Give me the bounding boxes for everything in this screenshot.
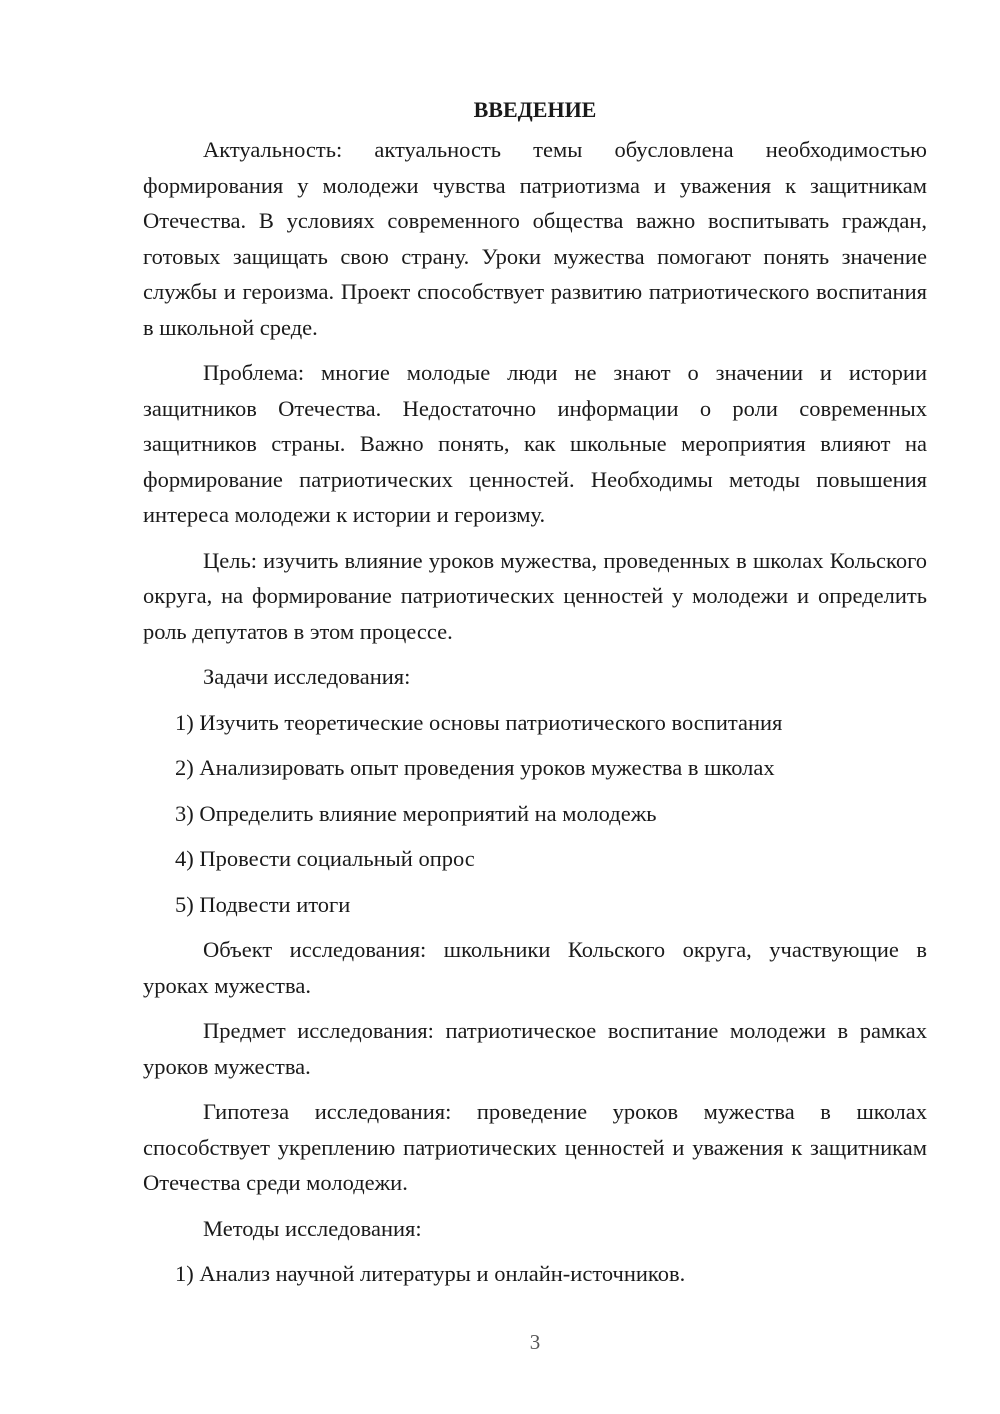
paragraph-relevance: Актуальность: актуальность темы обусловлена необходимостью формирования у молодежи чувства патриотизма и уважения к защитникам Отечества. В условиях современного общества важно воспитывать граждан, готовых защищать свою страну. Уроки мужества помогают понять значение службы и героизма. Проект способствует развитию патриотического воспитания в школьной среде. bbox=[143, 137, 927, 340]
page-number: 3 bbox=[529, 1330, 541, 1354]
tasks-heading: Задачи исследования: bbox=[203, 664, 411, 689]
paragraph-goal: Цель: изучить влияние уроков мужества, проведенных в школах Кольского округа, на формирование патриотических ценностей у молодежи и определить роль депутатов в этом процессе. bbox=[143, 547, 927, 644]
document-page bbox=[143, 92, 927, 1302]
list-item: 4) Провести социальный опрос bbox=[175, 846, 475, 871]
list-item: 1) Изучить теоретические основы патриотического воспитания bbox=[175, 709, 783, 735]
list-item: 5) Подвести итоги bbox=[175, 891, 351, 917]
page-title: ВВЕДЕНИЕ bbox=[473, 97, 597, 122]
paragraph-object: Объект исследования: школьники Кольского округа, участвующие в уроках мужества. bbox=[143, 937, 927, 998]
tasks-list bbox=[143, 705, 927, 923]
list-item: 2) Анализировать опыт проведения уроков мужества в школах bbox=[175, 755, 775, 780]
methods-list bbox=[143, 1256, 927, 1292]
methods-heading: Методы исследования: bbox=[203, 1215, 422, 1241]
paragraph-subject: Предмет исследования: патриотическое воспитание молодежи в рамках уроков мужества. bbox=[143, 1018, 927, 1079]
paragraph-hypothesis: Гипотеза исследования: проведение уроков мужества в школах способствует укреплению патриотических ценностей и уважения к защитникам Отечества среди молодежи. bbox=[143, 1099, 927, 1195]
list-item: 3) Определить влияние мероприятий на молодежь bbox=[175, 800, 657, 826]
paragraph-problem: Проблема: многие молодые люди не знают о значении и истории защитников Отечества. Недостаточно информации о роли современных защитников страны. Важно понять, как школьные мероприятия влияют на формирование патриотических ценностей. Необходимы методы повышения интереса молодежи к истории и героизму. bbox=[143, 360, 927, 527]
list-item: 1) Анализ научной литературы и онлайн-источников. bbox=[175, 1261, 686, 1286]
